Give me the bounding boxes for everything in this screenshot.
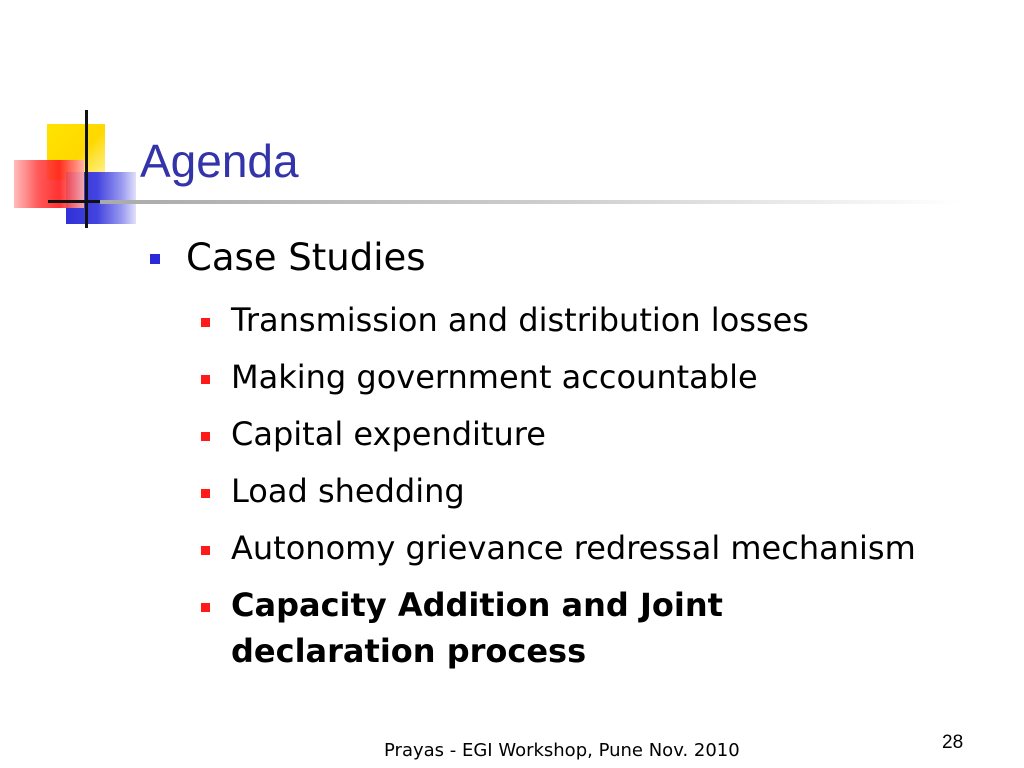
bullet-text: Capital expenditure <box>231 415 546 453</box>
bullet-text: Autonomy grievance redressal mechanism <box>231 529 916 567</box>
red-bullet-icon <box>201 603 210 612</box>
bullet-text: Load shedding <box>231 472 465 510</box>
page-number: 28 <box>942 732 964 753</box>
red-bullet-icon <box>201 546 210 555</box>
bullet-text: Transmission and distribution losses <box>231 301 809 339</box>
bullet-text: Making government accountable <box>231 358 758 396</box>
red-bullet-icon <box>201 375 210 384</box>
footer-text: Prayas - EGI Workshop, Pune Nov. 2010 <box>384 740 740 761</box>
red-bullet-icon <box>201 432 210 441</box>
red-bullet-icon <box>201 318 210 327</box>
red-bullet-icon <box>201 489 210 498</box>
blue-bullet-icon <box>150 254 160 264</box>
slide-title: Agenda <box>140 135 299 187</box>
bullet-text-bold: Capacity Addition and Joint declaration process <box>231 586 723 670</box>
bullet-level1-text: Case Studies <box>186 236 426 279</box>
